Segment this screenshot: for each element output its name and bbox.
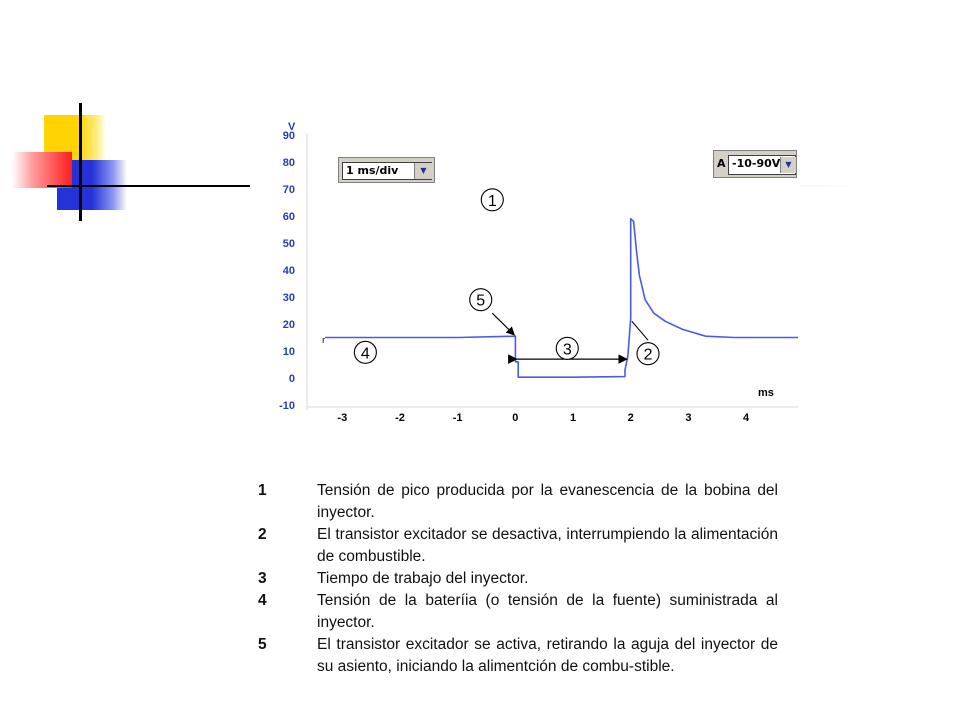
range-control[interactable] [713,150,797,178]
y-tick-label: 20 [282,319,295,331]
y-tick-label: 80 [282,157,295,169]
y-tick-label: 60 [282,211,295,223]
legend-text: Tiempo de trabajo del inyector. [317,570,529,587]
legend-number: 4 [258,592,267,609]
chevron-down-icon[interactable]: ▼ [414,163,432,179]
legend-item [258,568,778,590]
x-tick-label: 3 [685,412,692,424]
x-tick-label: 2 [627,412,634,424]
annotation-label: 2 [643,346,653,364]
chevron-down-icon[interactable]: ▼ [780,157,796,173]
deco-vertical-line [79,103,82,221]
legend-text: Tensión de pico producida por la evanescencia de la bobina del inyector. [317,482,778,521]
range-channel-label: A [717,157,726,170]
y-tick-label: 0 [288,373,295,385]
y-tick-label: 30 [282,292,295,304]
annotation-label: 4 [360,345,370,363]
range-value: -10-90V [732,157,781,170]
y-tick-label: 50 [282,238,295,250]
x-tick-label: 1 [569,412,577,424]
x-tick-label: 0 [512,412,519,424]
annotation-label: 5 [476,292,486,310]
legend-item [258,524,778,568]
legend-text: El transistor excitador se activa, retirando la aguja del inyector de su asiento, iniciando la alimentción de combu-stible. [317,636,778,675]
y-tick-label: 10 [282,346,295,358]
x-tick-label: -3 [337,412,348,424]
y-axis-label: V [288,121,296,133]
y-tick-label: 40 [282,265,295,277]
legend [258,480,778,678]
legend-number: 1 [258,482,267,499]
y-tick-label: 90 [282,130,295,142]
legend-number: 5 [258,636,267,653]
legend-text: El transistor excitador se desactiva, interrumpiendo la alimentación de combustible. [317,526,778,565]
annotation-label: 3 [562,341,572,359]
legend-item [258,590,778,634]
legend-number: 2 [258,526,267,543]
legend-item [258,480,778,524]
timebase-control[interactable] [338,157,435,183]
x-tick-label: -2 [395,412,405,424]
legend-number: 3 [258,570,267,587]
y-tick-label: 70 [282,184,295,196]
annotation-mark: r [322,334,326,345]
annotation-label: 1 [487,192,497,210]
legend-item [258,634,778,678]
timebase-value: 1 ms/div [346,164,399,177]
legend-text: Tensión de la bateríia (o tensión de la fuente) suministrada al inyector. [317,592,778,631]
x-tick-label: -1 [452,412,463,424]
x-axis-label: ms [758,387,774,399]
y-tick-label: -10 [279,400,295,412]
deco-red-square [12,152,72,188]
x-tick-label: 4 [743,412,750,424]
